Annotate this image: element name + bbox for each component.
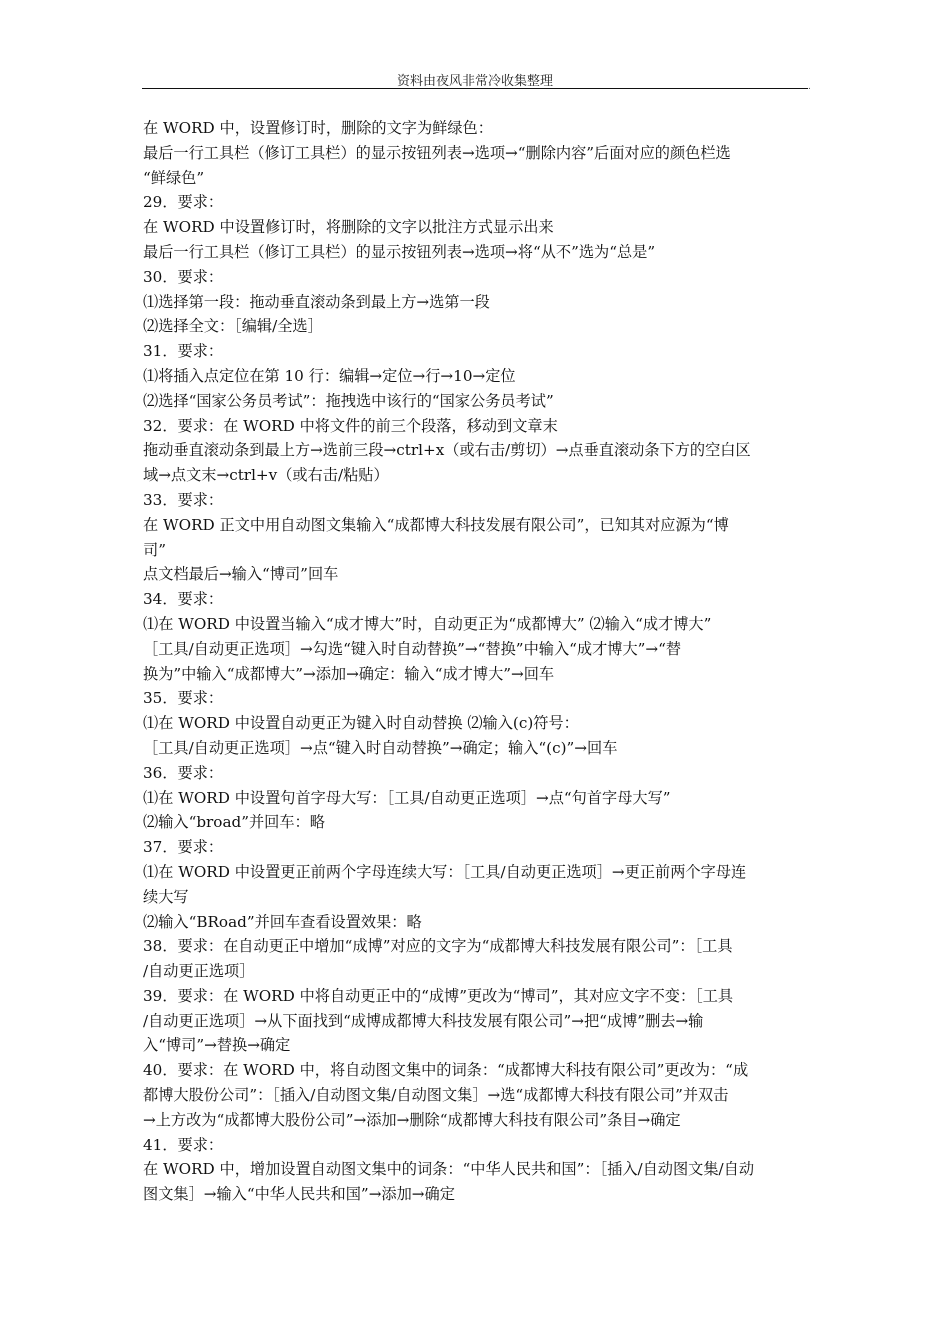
text-line: ⑵选择全文：［编辑/全选］ [143, 317, 323, 336]
text-line: ⑴在 WORD 中设置更正前两个字母连续大写：［工具/自动更正选项］→更正前两个字母连 [143, 862, 747, 881]
text-line: 在 WORD 中，增加设置自动图文集中的词条：“中华人民共和国”：［插入/自动图文集/自动 [143, 1160, 755, 1179]
text-line: “鲜绿色” [143, 168, 205, 187]
text-line: 在 WORD 中设置修订时，将删除的文字以批注方式显示出来 [143, 218, 554, 237]
text-line: 图文集］→输入“中华人民共和国”→添加→确定 [143, 1185, 455, 1204]
text-line: 32．要求：在 WORD 中将文件的前三个段落，移动到文章末 [143, 416, 558, 435]
text-line: 39．要求：在 WORD 中将自动更正中的“成博”更改为“博司”，其对应文字不变：［工具 [143, 986, 734, 1005]
text-line: ⑴在 WORD 中设置自动更正为键入时自动替换 ⑵输入(c)符号： [143, 714, 579, 733]
text-line: 司” [143, 540, 166, 559]
text-line: ⑵输入“BRoad”并回车查看设置效果：略 [143, 912, 422, 931]
text-line: →上方改为“成都博大股份公司”→添加→删除“成都博大科技有限公司”条目→确定 [143, 1110, 681, 1129]
text-line: 37．要求： [143, 838, 224, 857]
text-line: 换为”中输入“成都博大”→添加→确定：输入“成才博大”→回车 [143, 664, 555, 683]
text-line: 40．要求：在 WORD 中，将自动图文集中的词条：“成都博大科技有限公司”更改为：“成 [143, 1061, 749, 1080]
text-line: 最后一行工具栏（修订工具栏）的显示按钮列表→选项→将“从不”选为“总是” [143, 242, 656, 261]
text-line: ⑴在 WORD 中设置句首字母大写：［工具/自动更正选项］→点“句首字母大写” [143, 788, 671, 807]
text-line: 31．要求： [143, 342, 224, 361]
text-line: 拖动垂直滚动条到最上方→选前三段→ctrl+x（或右击/剪切）→点垂直滚动条下方的空白区 [143, 441, 751, 460]
text-line: 33．要求： [143, 490, 224, 509]
text-line: 最后一行工具栏（修订工具栏）的显示按钮列表→选项→“删除内容”后面对应的颜色栏选 [143, 143, 731, 162]
text-line: 点文档最后→输入“博司”回车 [143, 565, 339, 584]
header-divider [142, 88, 808, 89]
text-line: 在 WORD 正文中用自动图文集输入“成都博大科技发展有限公司”，已知其对应源为“博 [143, 515, 729, 534]
text-line: ［工具/自动更正选项］→勾选“键入时自动替换”→“替换”中输入“成才博大”→“替 [143, 639, 682, 658]
text-line: 34．要求： [143, 590, 224, 609]
text-line: ⑴将插入点定位在第 10 行：编辑→定位→行→10→定位 [143, 366, 516, 385]
text-line: ［工具/自动更正选项］→点“键入时自动替换”→确定；输入“(c)”→回车 [143, 738, 618, 757]
text-line: 29．要求： [143, 193, 224, 212]
text-line: 域→点文末→ctrl+v（或右击/粘贴） [143, 466, 389, 485]
text-line: ⑵选择“国家公务员考试”：拖拽选中该行的“国家公务员考试” [143, 391, 554, 410]
text-line: 35．要求： [143, 689, 224, 708]
page-header-title: 资料由夜风非常冷收集整理 [396, 74, 553, 89]
header-mark: . [808, 82, 811, 92]
text-line: 入“博司”→替换→确定 [143, 1036, 291, 1055]
text-line: 38．要求：在自动更正中增加“成博”对应的文字为“成都博大科技发展有限公司”：［工具 [143, 937, 733, 956]
text-line: ⑵输入“broad”并回车：略 [143, 813, 325, 832]
text-line: ⑴选择第一段：拖动垂直滚动条到最上方→选第一段 [143, 292, 490, 311]
text-line: 在 WORD 中，设置修订时，删除的文字为鲜绿色： [143, 119, 493, 137]
text-line: 续大写 [143, 887, 189, 906]
text-line: /自动更正选项］→从下面找到“成博成都博大科技发展有限公司”→把“成博”删去→输 [143, 1011, 704, 1030]
text-line: 30．要求： [143, 267, 224, 286]
text-line: /自动更正选项］ [143, 962, 255, 981]
text-line: 36．要求： [143, 763, 224, 782]
text-line: 41．要求： [143, 1135, 224, 1154]
document-body [143, 116, 809, 1207]
text-line: 都博大股份公司”：［插入/自动图文集/自动图文集］→选“成都博大科技有限公司”并双击 [143, 1086, 729, 1105]
text-line: ⑴在 WORD 中设置当输入“成才博大”时，自动更正为“成都博大” ⑵输入“成才博大” [143, 614, 712, 633]
